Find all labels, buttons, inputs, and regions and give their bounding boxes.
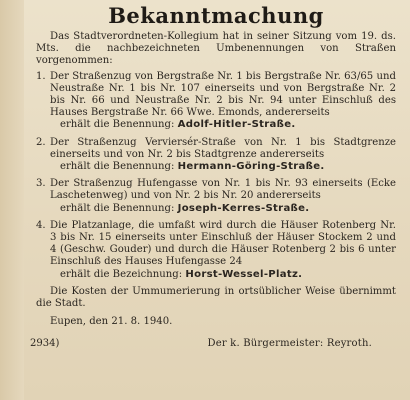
item-text: Der Straßenzug von Bergstraße Nr. 1 bis Bergstraße Nr. 63/65 und Neustraße Nr. 1 bis Nr. 107 einerseits und von Bergstraße Nr. 2 bis Nr. 66 und Neustraße Nr. 2 bis Nr. 94 unter Einschluß des Hauses Bergstraße Nr. 66 Wwe. Emonds, andererseits bbox=[50, 70, 396, 119]
renaming-item-2 bbox=[36, 137, 396, 174]
item-number: 4. bbox=[36, 219, 46, 231]
new-street-name: Adolf-Hitler-Straße. bbox=[177, 119, 296, 131]
item-naming bbox=[50, 161, 396, 173]
item-naming bbox=[50, 269, 396, 281]
new-street-name: Hermann-Göring-Straße. bbox=[177, 161, 325, 173]
item-naming bbox=[50, 119, 396, 131]
mayor-signature: Der k. Bürgermeister: Reyroth. bbox=[207, 338, 372, 350]
announcement-heading: Bekanntmachung bbox=[108, 3, 324, 28]
item-text: Der Straßenzug Hufengasse von Nr. 1 bis Nr. 93 einerseits (Ecke Laschetenweg) und von Nr. 2 bis Nr. 20 andererseits bbox=[50, 178, 396, 202]
renaming-list bbox=[36, 71, 396, 281]
dateline: Eupen, den 21. 8. 1940. bbox=[50, 316, 173, 328]
item-number: 3. bbox=[36, 178, 46, 190]
closing-note: Die Kosten der Ummumerierung in ortsüblicher Weise übernimmt die Stadt. bbox=[36, 285, 396, 310]
announcement-lead: Das Stadtverordneten-Kollegium hat in seiner Sitzung vom 19. ds. Mts. die nachbezeichneten Umbenennungen von Straßen vorgenommen: bbox=[36, 31, 396, 67]
renaming-item-1 bbox=[36, 71, 396, 132]
order-number: 2934) bbox=[30, 338, 60, 350]
item-naming bbox=[50, 203, 396, 215]
naming-prefix: erhält die Benennung: bbox=[60, 119, 175, 131]
new-street-name: Horst-Wessel-Platz. bbox=[185, 268, 303, 280]
page-edge-shadow bbox=[0, 0, 24, 400]
item-text: Der Straßenzug Verviersér-Straße von Nr. 1 bis Stadtgrenze einerseits und von Nr. 2 bis Stadtgrenze andererseits bbox=[50, 136, 396, 160]
new-street-name: Joseph-Kerres-Straße. bbox=[177, 202, 310, 214]
renaming-item-3 bbox=[36, 178, 396, 215]
naming-prefix: erhält die Bezeichnung: bbox=[60, 268, 183, 280]
renaming-item-4 bbox=[36, 220, 396, 281]
item-number: 2. bbox=[36, 136, 46, 148]
naming-prefix: erhält die Benennung: bbox=[60, 202, 175, 214]
item-number: 1. bbox=[36, 70, 46, 82]
item-text: Die Platzanlage, die umfaßt wird durch die Häuser Rotenberg Nr. 3 bis Nr. 15 einerseits unter Einschluß der Häuser Stockem 2 und 4 (Geschw. Gouder) und durch die Häuser Rotenberg 2 bis 6 unter Einschluß des Hauses Hufengasse 24 bbox=[50, 219, 396, 268]
footer bbox=[30, 338, 396, 352]
naming-prefix: erhält die Benennung: bbox=[60, 161, 175, 173]
